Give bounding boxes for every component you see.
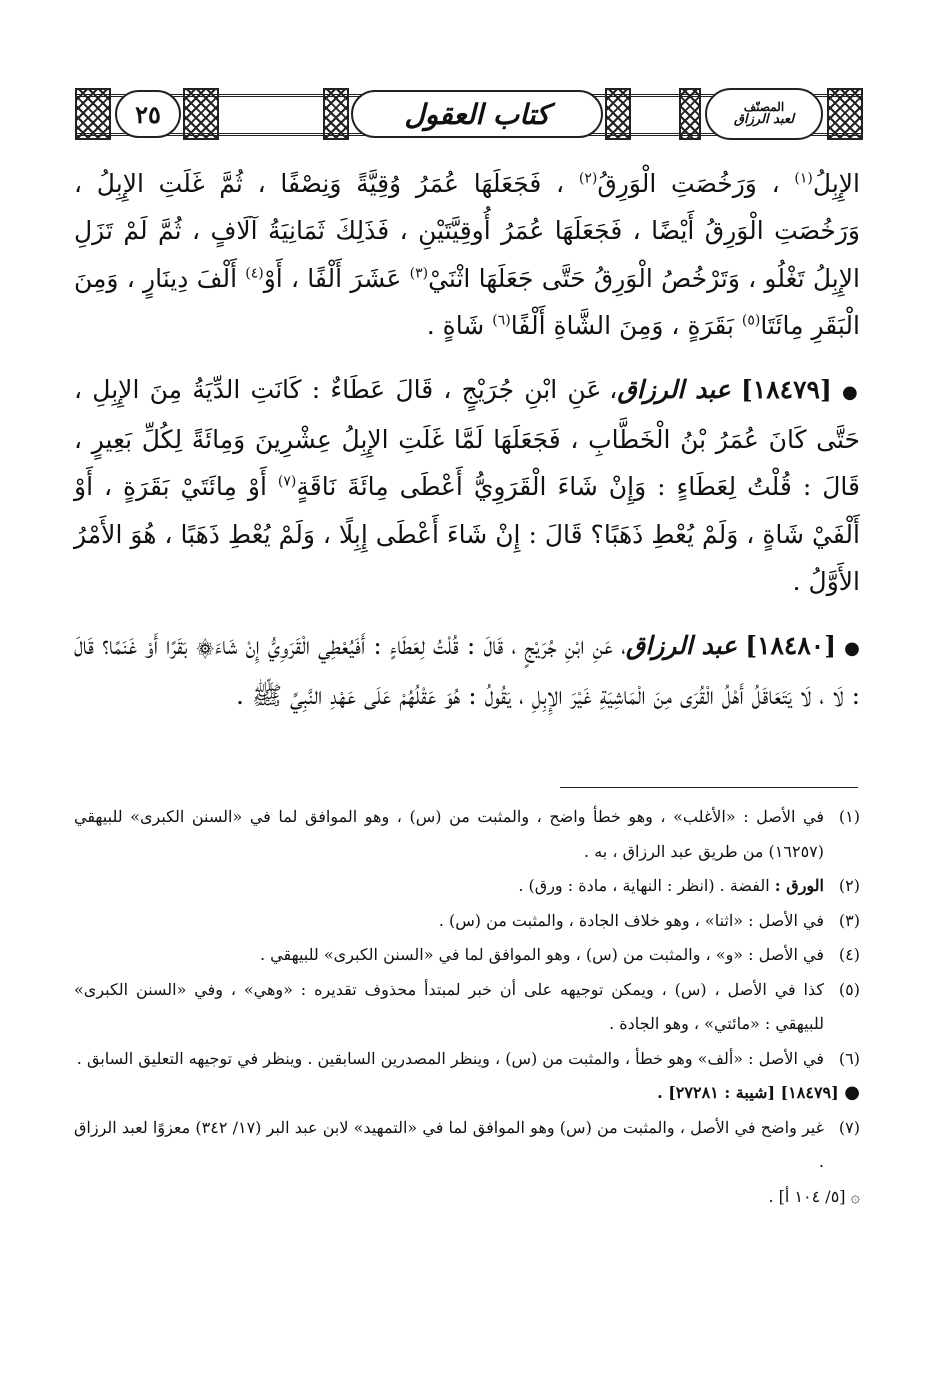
book-seal-logo <box>705 88 823 140</box>
folio-mark-icon: ۞ <box>195 630 215 660</box>
chapter-title: كتاب العقول <box>351 90 603 138</box>
hadith-number: [١٨٤٧٩] <box>740 374 832 404</box>
narrator-name: عبد الرزاق <box>625 630 738 660</box>
footnote-text: في الأصل : «الأغلب» ، وهو خطأ واضح ، والمثبت من (س) ، وهو الموافق لما في «السنن الكبرى» للبيهقي (١٦٢٥٧) من طريق عبد الرزاق ، به . <box>74 807 825 861</box>
source-reference <box>74 1076 860 1111</box>
bullet-icon: ● <box>844 1082 860 1103</box>
footnote-ref[interactable]: (٤) <box>245 265 264 282</box>
footnote-ref[interactable]: (٣) <box>409 265 429 282</box>
footnote-ref[interactable]: (٥) <box>741 312 761 329</box>
text-run: أَوْ مِائَتَيْ بَقَرَةٍ ، أَوْ أَلْفَيْ شَاةٍ ، وَلَمْ يُعْطِ ذَهَبًا؟ قَالَ : إِنْ شَاءَ أَعْطَى إِبِلًا ، وَلَمْ يُعْطِ ذَهَبًا ، هُوَ الأَمْرُ الأَوَّلُ . <box>74 472 860 597</box>
running-header <box>75 84 863 146</box>
text-run: ، عَنِ ابْنِ جُرَيْجٍ ، قَالَ عَطَاءٌ : كَانَتِ الدِّيَةُ مِنَ الإِبِلِ ، حَتَّى كَانَ عُمَرُ بْنُ الْخَطَّابِ ، فَجَعَلَهَا لَمَّا غَلَتِ الإِبِلُ عِشْرِينَ وَمِائَةً لِكُلِّ بَعِيرٍ ، قَالَ : قُلْتُ لِعَطَاءٍ : وَإِنْ شَاءَ الْقَرَوِيُّ أَعْطَى مِائَةَ نَاقَةٍ <box>74 374 860 502</box>
footnote-5 <box>74 973 860 1042</box>
folio-mark-icon: ۞ <box>850 1186 860 1206</box>
text-run: أَلْفَ دِينَارٍ ، وَمِنَ الْبَقَرِ مِائَتَا <box>74 263 860 341</box>
hadith-18480 <box>74 622 860 720</box>
ornament-icon <box>323 88 349 140</box>
narrator-name: عبد الرزاق <box>617 374 731 404</box>
hadith-number: [١٨٤٨٠] <box>745 630 837 660</box>
seal-bottom-text: لعبد الرزاق <box>733 112 795 128</box>
footnote-number: (٢) <box>838 876 860 895</box>
footnote-text: في الأصل : «ألف» وهو خطأ ، والمثبت من (س) ، وينظر المصدرين السابقين . وينظر في توجيهه التعليق السابق . <box>76 1048 824 1068</box>
text-run: ، فَجَعَلَهَا عُمَرُ وُقِيَّةً وَنِصْفًا ، ثُمَّ غَلَتِ الإِبِلُ ، وَرَخُصَتِ الْوَرِقُ أَيْضًا ، فَجَعَلَهَا عُمَرُ أُوقِيَّتَيْنِ ، فَذَلِكَ ثَمَانِيَةُ آلَافٍ ، ثُمَّ لَمْ تَزَلِ الإِبِلُ تَغْلُو ، وَتَرْخُصُ الْوَرِقُ حَتَّى جَعَلَهَا اثْنَيْ <box>74 169 860 293</box>
footnote-1 <box>74 800 860 869</box>
footnote-number: (٣) <box>838 910 860 930</box>
footnote-7 <box>74 1111 860 1180</box>
footnote-number: (٧) <box>838 1117 860 1137</box>
folio-text: [٥/ ١٠٤ أ] . <box>768 1186 846 1206</box>
seal-top-text: المصنّف <box>743 99 785 114</box>
footnote-ref[interactable]: (٢) <box>578 170 598 187</box>
footnotes <box>74 800 860 1214</box>
footnote-term: الورق : <box>774 876 824 895</box>
text-run: ، عَنِ ابْنِ جُرَيْجٍ ، قَالَ : قُلْتُ لِعَطَاءٍ : أَفَيُعْطِي الْقَرَوِيُّ إِنْ شَاءَ <box>214 630 626 660</box>
text-run: بَقَرًا أَوْ غَنَمًا؟ قَالَ : لَا ، لَا يَتَعَاقَلُ أَهْلُ الْقُرَى مِنَ الْمَاشِيَةِ غَيْرَ الإِبِلِ ، يَقُولُ : هُوَ عَقْلُهُمْ عَلَى عَهْدِ النَّبِيِّ <box>74 630 860 711</box>
footnote-number: (٤) <box>838 945 860 964</box>
footnote-text: في الأصل : «و» ، والمثبت من (س) ، وهو الموافق لما في «السنن الكبرى» للبيهقي . <box>259 945 824 964</box>
ornament-icon <box>679 88 701 140</box>
source-text: [١٨٤٧٩] [شيبة : ٢٧٢٨١] . <box>657 1083 839 1102</box>
footnote-3 <box>74 904 860 939</box>
footnote-2 <box>74 869 860 904</box>
main-text <box>74 160 860 719</box>
footnote-4 <box>74 938 860 973</box>
continuation-paragraph <box>74 160 860 350</box>
ornament-icon <box>183 88 219 140</box>
footnote-number: (٥) <box>838 979 860 999</box>
text-run: عَشَرَ أَلْفًا ، أَوْ <box>263 263 402 293</box>
ornament-icon <box>605 88 631 140</box>
footnote-number: (٦) <box>838 1048 860 1068</box>
footnote-text: الفضة . (انظر : النهاية ، مادة : ورق) . <box>518 876 770 895</box>
hadith-18479 <box>74 366 860 606</box>
footnote-ref[interactable]: (١) <box>794 170 813 187</box>
text-run: ، وَرَخُصَتِ الْوَرِقُ <box>597 169 780 198</box>
footnote-6 <box>74 1042 860 1077</box>
text-run: الإِبِلُ <box>812 169 860 198</box>
text-run: شَاةٍ . <box>426 311 485 341</box>
footnote-text: غير واضح في الأصل ، والمثبت من (س) وهو الموافق لما في «التمهيد» لابن عبد البر (١٧/ ٣٤٢) معزوًا لعبد الرزاق . <box>74 1117 824 1171</box>
footnote-separator <box>560 787 858 788</box>
footnote-ref[interactable]: (٦) <box>492 312 511 329</box>
footnote-text: في الأصل : «اثنا» ، وهو خلاف الجادة ، والمثبت من (س) . <box>438 910 824 930</box>
ornament-icon <box>827 88 863 140</box>
footnote-number: (١) <box>838 807 860 826</box>
ornament-icon <box>75 88 111 140</box>
footnote-text: كذا في الأصل ، (س) ، ويمكن توجيهه على أن خبر لمبتدأ محذوف تقديره : «وهي» ، وفي «السنن الكبرى» للبيهقي : «مائتي» ، وهو الجادة . <box>74 979 824 1033</box>
text-run: . <box>235 681 244 711</box>
footnote-ref[interactable]: (٧) <box>277 474 297 491</box>
folio-reference <box>74 1180 860 1215</box>
bullet-icon: ● <box>842 381 860 403</box>
page-number: ٢٥ <box>115 90 181 138</box>
salutation-glyph: ﷺ <box>251 681 283 711</box>
bullet-icon: ● <box>844 637 860 659</box>
text-run: بَقَرَةٍ ، وَمِنَ الشَّاةِ أَلْفًا <box>510 311 734 341</box>
